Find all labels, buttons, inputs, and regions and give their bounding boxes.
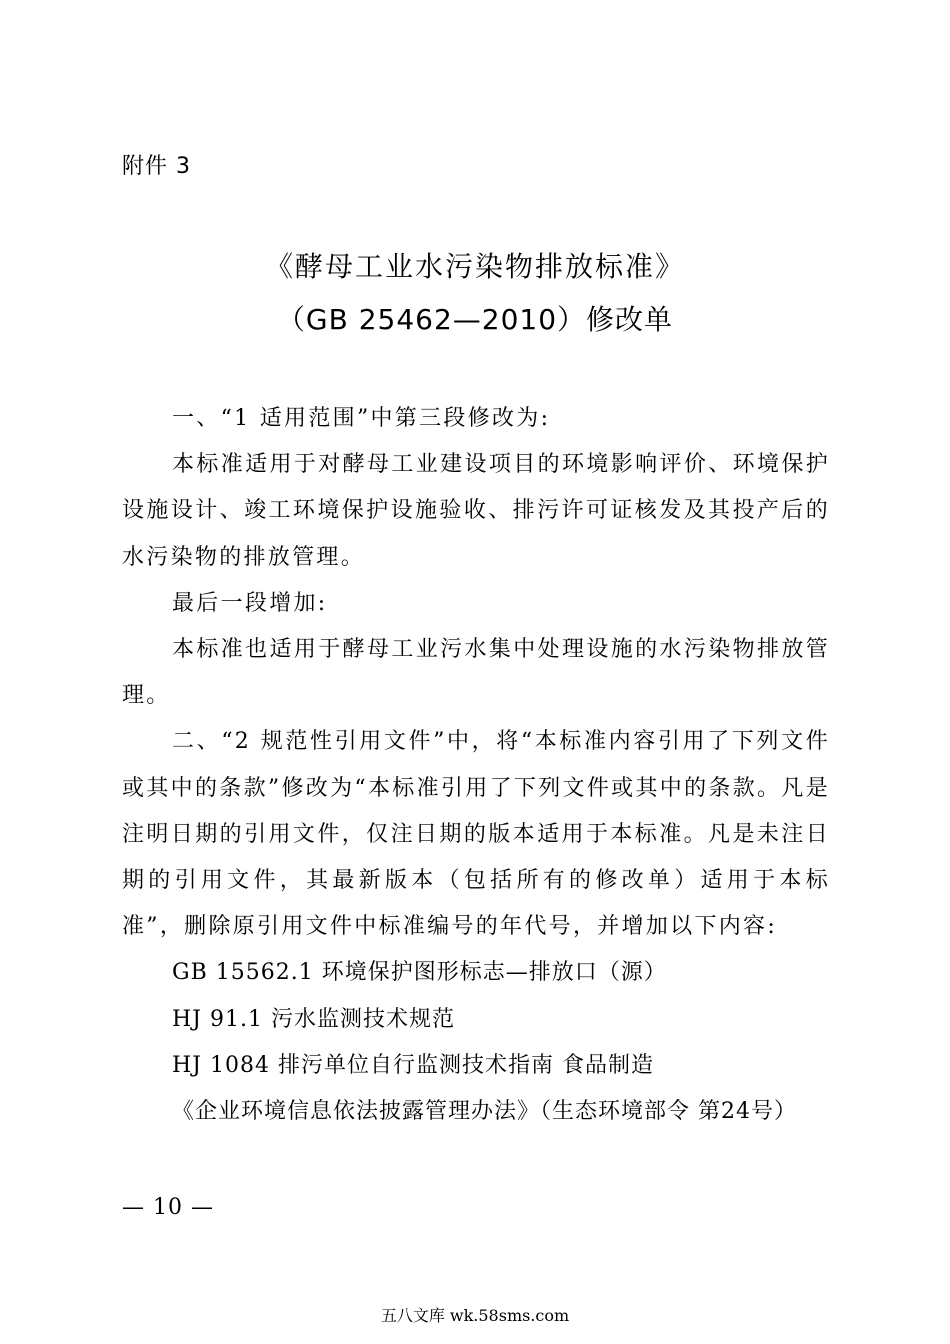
reference-item: GB 15562.1 环境保护图形标志—排放口（源） <box>172 960 667 986</box>
paragraph-last-para-heading: 最后一段增加: <box>172 590 328 616</box>
paragraph-scope-text: 本标准适用于对酵母工业建设项目的环境影响评价、环境保护设施设计、竣工环境保护设施验收、排污许可证核发及其投产后的水污染物的排放管理。 <box>122 452 830 570</box>
paragraph-scope-addition: 本标准也适用于酵母工业污水集中处理设施的水污染物排放管理。 <box>122 637 830 709</box>
reference-item: HJ 91.1 污水监测技术规范 <box>172 1006 455 1032</box>
paragraph-section-1-heading: 一、“1 适用范围”中第三段修改为: <box>172 406 551 431</box>
reference-item: 《企业环境信息依法披露管理办法》（生态环境部令 第24号） <box>172 1099 797 1125</box>
document-body <box>122 396 830 1135</box>
footer-watermark: 五八文库 wk.58sms.com <box>380 1306 570 1325</box>
attachment-label: 附件 3 <box>122 154 191 179</box>
reference-item: HJ 1084 排污单位自行监测技术指南 食品制造 <box>172 1052 654 1078</box>
paragraph-section-2: 二、“2 规范性引用文件”中，将“本标准内容引用了下列文件或其中的条款”修改为“本标准引用了下列文件或其中的条款。凡是注明日期的引用文件，仅注日期的版本适用于本标准。凡是未注日期的引用文件，其最新版本（包括所有的修改单）适用于本标准”，删除原引用文件中标准编号的年代号，并增加以下内容: <box>122 729 830 940</box>
page-number: — 10 — <box>122 1195 214 1220</box>
document-title-line2: （GB 25462—2010）修改单 <box>276 303 674 336</box>
document-title-line1: 《酵母工业水污染物排放标准》 <box>264 250 685 283</box>
